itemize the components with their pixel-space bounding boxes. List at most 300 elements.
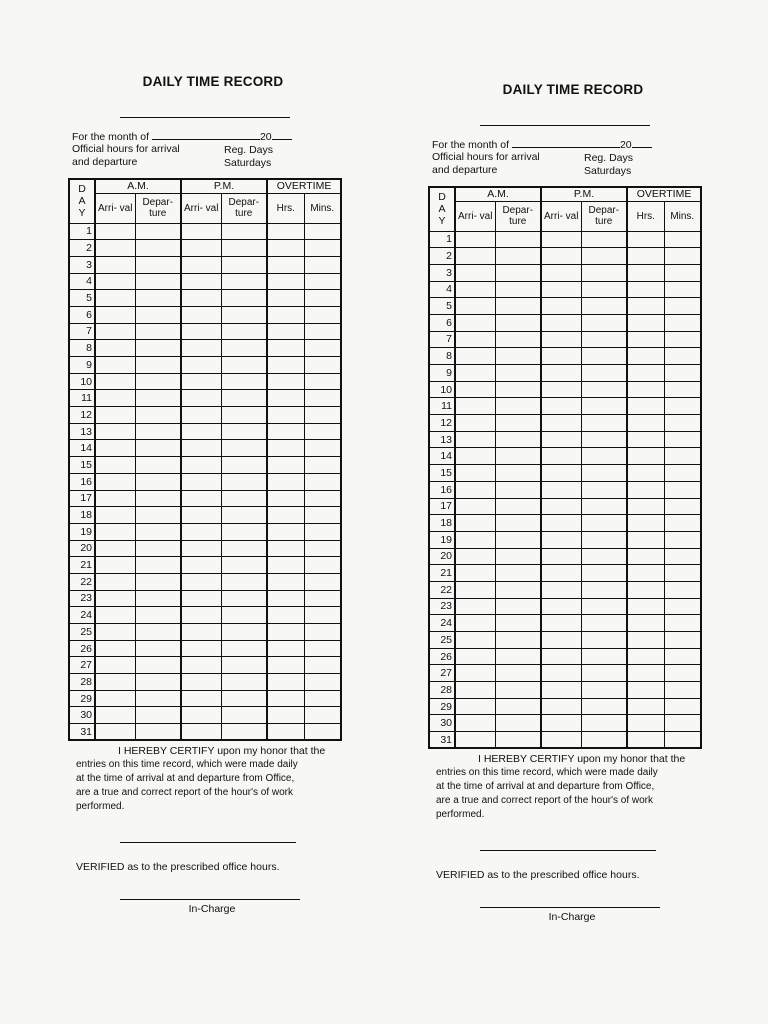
- overtime-mins-cell[interactable]: [304, 607, 341, 624]
- pm-arrival-cell[interactable]: [541, 715, 581, 732]
- pm-departure-cell[interactable]: [581, 682, 627, 699]
- am-arrival-cell[interactable]: [455, 682, 495, 699]
- pm-departure-cell[interactable]: [581, 248, 627, 265]
- overtime-mins-cell[interactable]: [664, 548, 701, 565]
- am-departure-cell[interactable]: [135, 440, 181, 457]
- overtime-hrs-cell[interactable]: [627, 415, 664, 432]
- employee-name-line[interactable]: [120, 117, 290, 118]
- am-departure-cell[interactable]: [135, 240, 181, 257]
- pm-departure-cell[interactable]: [221, 674, 267, 691]
- overtime-mins-cell[interactable]: [304, 523, 341, 540]
- am-arrival-cell[interactable]: [95, 557, 135, 574]
- pm-departure-cell[interactable]: [581, 448, 627, 465]
- pm-arrival-cell[interactable]: [541, 648, 581, 665]
- am-arrival-cell[interactable]: [95, 373, 135, 390]
- am-arrival-cell[interactable]: [455, 298, 495, 315]
- pm-arrival-cell[interactable]: [181, 223, 221, 240]
- am-arrival-cell[interactable]: [455, 498, 495, 515]
- overtime-mins-cell[interactable]: [664, 665, 701, 682]
- overtime-mins-cell[interactable]: [304, 290, 341, 307]
- am-departure-cell[interactable]: [495, 281, 541, 298]
- overtime-hrs-cell[interactable]: [627, 298, 664, 315]
- am-arrival-cell[interactable]: [455, 548, 495, 565]
- am-departure-cell[interactable]: [135, 390, 181, 407]
- am-departure-cell[interactable]: [135, 607, 181, 624]
- pm-arrival-cell[interactable]: [181, 590, 221, 607]
- overtime-hrs-cell[interactable]: [627, 264, 664, 281]
- am-arrival-cell[interactable]: [95, 607, 135, 624]
- overtime-hrs-cell[interactable]: [627, 531, 664, 548]
- overtime-hrs-cell[interactable]: [267, 607, 304, 624]
- overtime-hrs-cell[interactable]: [267, 273, 304, 290]
- overtime-mins-cell[interactable]: [304, 390, 341, 407]
- pm-departure-cell[interactable]: [221, 724, 267, 741]
- pm-departure-cell[interactable]: [221, 607, 267, 624]
- overtime-hrs-cell[interactable]: [267, 490, 304, 507]
- am-departure-cell[interactable]: [135, 340, 181, 357]
- am-arrival-cell[interactable]: [455, 648, 495, 665]
- am-arrival-cell[interactable]: [455, 598, 495, 615]
- pm-arrival-cell[interactable]: [181, 373, 221, 390]
- overtime-hrs-cell[interactable]: [627, 398, 664, 415]
- am-departure-cell[interactable]: [495, 314, 541, 331]
- pm-departure-cell[interactable]: [221, 523, 267, 540]
- pm-arrival-cell[interactable]: [181, 340, 221, 357]
- pm-departure-cell[interactable]: [581, 231, 627, 248]
- overtime-mins-cell[interactable]: [664, 565, 701, 582]
- am-departure-cell[interactable]: [495, 565, 541, 582]
- overtime-hrs-cell[interactable]: [267, 323, 304, 340]
- year-field[interactable]: [272, 130, 292, 140]
- pm-departure-cell[interactable]: [221, 590, 267, 607]
- pm-arrival-cell[interactable]: [181, 390, 221, 407]
- overtime-mins-cell[interactable]: [664, 632, 701, 649]
- overtime-mins-cell[interactable]: [664, 398, 701, 415]
- am-departure-cell[interactable]: [495, 648, 541, 665]
- overtime-mins-cell[interactable]: [664, 348, 701, 365]
- pm-departure-cell[interactable]: [221, 440, 267, 457]
- overtime-hrs-cell[interactable]: [627, 581, 664, 598]
- pm-departure-cell[interactable]: [221, 490, 267, 507]
- pm-departure-cell[interactable]: [581, 732, 627, 749]
- overtime-mins-cell[interactable]: [304, 340, 341, 357]
- overtime-mins-cell[interactable]: [664, 715, 701, 732]
- overtime-mins-cell[interactable]: [664, 515, 701, 532]
- pm-departure-cell[interactable]: [581, 531, 627, 548]
- pm-arrival-cell[interactable]: [181, 256, 221, 273]
- pm-arrival-cell[interactable]: [181, 423, 221, 440]
- am-departure-cell[interactable]: [495, 481, 541, 498]
- pm-arrival-cell[interactable]: [181, 607, 221, 624]
- am-departure-cell[interactable]: [495, 331, 541, 348]
- overtime-mins-cell[interactable]: [304, 573, 341, 590]
- am-departure-cell[interactable]: [135, 540, 181, 557]
- pm-arrival-cell[interactable]: [541, 682, 581, 699]
- overtime-hrs-cell[interactable]: [267, 256, 304, 273]
- overtime-hrs-cell[interactable]: [267, 690, 304, 707]
- pm-arrival-cell[interactable]: [181, 657, 221, 674]
- overtime-hrs-cell[interactable]: [627, 281, 664, 298]
- pm-departure-cell[interactable]: [581, 598, 627, 615]
- am-departure-cell[interactable]: [495, 264, 541, 281]
- am-arrival-cell[interactable]: [455, 281, 495, 298]
- am-arrival-cell[interactable]: [455, 715, 495, 732]
- am-arrival-cell[interactable]: [455, 314, 495, 331]
- am-departure-cell[interactable]: [135, 290, 181, 307]
- overtime-hrs-cell[interactable]: [267, 240, 304, 257]
- pm-departure-cell[interactable]: [221, 407, 267, 424]
- overtime-mins-cell[interactable]: [304, 440, 341, 457]
- overtime-mins-cell[interactable]: [304, 423, 341, 440]
- pm-arrival-cell[interactable]: [181, 240, 221, 257]
- am-departure-cell[interactable]: [495, 231, 541, 248]
- pm-arrival-cell[interactable]: [541, 381, 581, 398]
- overtime-hrs-cell[interactable]: [267, 407, 304, 424]
- am-arrival-cell[interactable]: [95, 523, 135, 540]
- overtime-mins-cell[interactable]: [304, 273, 341, 290]
- am-departure-cell[interactable]: [135, 724, 181, 741]
- pm-arrival-cell[interactable]: [541, 515, 581, 532]
- pm-departure-cell[interactable]: [221, 557, 267, 574]
- am-departure-cell[interactable]: [135, 256, 181, 273]
- pm-departure-cell[interactable]: [221, 373, 267, 390]
- pm-departure-cell[interactable]: [581, 415, 627, 432]
- pm-departure-cell[interactable]: [581, 281, 627, 298]
- am-arrival-cell[interactable]: [95, 707, 135, 724]
- pm-departure-cell[interactable]: [221, 290, 267, 307]
- am-departure-cell[interactable]: [495, 381, 541, 398]
- pm-arrival-cell[interactable]: [181, 357, 221, 374]
- overtime-mins-cell[interactable]: [664, 381, 701, 398]
- overtime-mins-cell[interactable]: [664, 448, 701, 465]
- pm-arrival-cell[interactable]: [181, 490, 221, 507]
- overtime-mins-cell[interactable]: [304, 624, 341, 641]
- pm-arrival-cell[interactable]: [181, 690, 221, 707]
- overtime-hrs-cell[interactable]: [627, 498, 664, 515]
- am-departure-cell[interactable]: [495, 415, 541, 432]
- overtime-hrs-cell[interactable]: [267, 440, 304, 457]
- pm-arrival-cell[interactable]: [541, 665, 581, 682]
- overtime-mins-cell[interactable]: [304, 256, 341, 273]
- overtime-hrs-cell[interactable]: [627, 448, 664, 465]
- am-departure-cell[interactable]: [495, 598, 541, 615]
- overtime-hrs-cell[interactable]: [267, 523, 304, 540]
- overtime-hrs-cell[interactable]: [267, 707, 304, 724]
- incharge-signature-line[interactable]: [480, 907, 660, 908]
- overtime-hrs-cell[interactable]: [267, 573, 304, 590]
- overtime-hrs-cell[interactable]: [627, 231, 664, 248]
- am-departure-cell[interactable]: [495, 715, 541, 732]
- am-arrival-cell[interactable]: [95, 340, 135, 357]
- am-arrival-cell[interactable]: [455, 665, 495, 682]
- pm-arrival-cell[interactable]: [181, 457, 221, 474]
- pm-departure-cell[interactable]: [221, 507, 267, 524]
- overtime-hrs-cell[interactable]: [267, 540, 304, 557]
- overtime-mins-cell[interactable]: [664, 248, 701, 265]
- am-arrival-cell[interactable]: [455, 331, 495, 348]
- am-departure-cell[interactable]: [495, 398, 541, 415]
- pm-arrival-cell[interactable]: [541, 565, 581, 582]
- pm-arrival-cell[interactable]: [181, 707, 221, 724]
- am-departure-cell[interactable]: [135, 273, 181, 290]
- pm-arrival-cell[interactable]: [181, 557, 221, 574]
- pm-arrival-cell[interactable]: [181, 440, 221, 457]
- overtime-hrs-cell[interactable]: [627, 682, 664, 699]
- am-departure-cell[interactable]: [135, 624, 181, 641]
- am-arrival-cell[interactable]: [95, 640, 135, 657]
- am-arrival-cell[interactable]: [455, 381, 495, 398]
- overtime-mins-cell[interactable]: [304, 590, 341, 607]
- employee-signature-line[interactable]: [480, 850, 656, 851]
- am-arrival-cell[interactable]: [455, 698, 495, 715]
- pm-arrival-cell[interactable]: [541, 331, 581, 348]
- am-arrival-cell[interactable]: [95, 273, 135, 290]
- overtime-mins-cell[interactable]: [304, 507, 341, 524]
- pm-arrival-cell[interactable]: [541, 615, 581, 632]
- am-departure-cell[interactable]: [135, 423, 181, 440]
- pm-arrival-cell[interactable]: [541, 314, 581, 331]
- pm-arrival-cell[interactable]: [541, 281, 581, 298]
- am-departure-cell[interactable]: [495, 465, 541, 482]
- pm-arrival-cell[interactable]: [541, 498, 581, 515]
- am-departure-cell[interactable]: [495, 515, 541, 532]
- am-arrival-cell[interactable]: [95, 323, 135, 340]
- am-departure-cell[interactable]: [135, 473, 181, 490]
- am-arrival-cell[interactable]: [95, 724, 135, 741]
- am-departure-cell[interactable]: [495, 548, 541, 565]
- am-departure-cell[interactable]: [135, 690, 181, 707]
- pm-departure-cell[interactable]: [581, 264, 627, 281]
- overtime-mins-cell[interactable]: [304, 540, 341, 557]
- pm-arrival-cell[interactable]: [181, 724, 221, 741]
- am-arrival-cell[interactable]: [95, 423, 135, 440]
- overtime-hrs-cell[interactable]: [627, 515, 664, 532]
- am-departure-cell[interactable]: [135, 407, 181, 424]
- overtime-hrs-cell[interactable]: [627, 665, 664, 682]
- overtime-mins-cell[interactable]: [304, 473, 341, 490]
- overtime-mins-cell[interactable]: [664, 431, 701, 448]
- pm-departure-cell[interactable]: [221, 273, 267, 290]
- pm-departure-cell[interactable]: [581, 365, 627, 382]
- pm-arrival-cell[interactable]: [541, 448, 581, 465]
- overtime-mins-cell[interactable]: [664, 498, 701, 515]
- am-arrival-cell[interactable]: [95, 357, 135, 374]
- overtime-mins-cell[interactable]: [304, 690, 341, 707]
- pm-arrival-cell[interactable]: [541, 431, 581, 448]
- overtime-hrs-cell[interactable]: [627, 348, 664, 365]
- pm-departure-cell[interactable]: [581, 348, 627, 365]
- pm-departure-cell[interactable]: [581, 465, 627, 482]
- am-arrival-cell[interactable]: [95, 240, 135, 257]
- pm-departure-cell[interactable]: [221, 473, 267, 490]
- pm-arrival-cell[interactable]: [541, 248, 581, 265]
- am-departure-cell[interactable]: [135, 357, 181, 374]
- pm-departure-cell[interactable]: [221, 690, 267, 707]
- pm-departure-cell[interactable]: [581, 398, 627, 415]
- pm-arrival-cell[interactable]: [181, 473, 221, 490]
- pm-departure-cell[interactable]: [581, 715, 627, 732]
- overtime-mins-cell[interactable]: [304, 457, 341, 474]
- year-field[interactable]: [632, 138, 652, 148]
- am-departure-cell[interactable]: [495, 581, 541, 598]
- overtime-hrs-cell[interactable]: [627, 365, 664, 382]
- am-arrival-cell[interactable]: [455, 398, 495, 415]
- pm-departure-cell[interactable]: [581, 581, 627, 598]
- overtime-hrs-cell[interactable]: [267, 373, 304, 390]
- overtime-mins-cell[interactable]: [664, 698, 701, 715]
- am-arrival-cell[interactable]: [95, 223, 135, 240]
- am-arrival-cell[interactable]: [95, 407, 135, 424]
- overtime-mins-cell[interactable]: [304, 306, 341, 323]
- overtime-mins-cell[interactable]: [664, 682, 701, 699]
- pm-arrival-cell[interactable]: [181, 273, 221, 290]
- overtime-mins-cell[interactable]: [664, 281, 701, 298]
- am-arrival-cell[interactable]: [455, 231, 495, 248]
- pm-departure-cell[interactable]: [581, 331, 627, 348]
- pm-departure-cell[interactable]: [581, 314, 627, 331]
- overtime-hrs-cell[interactable]: [627, 248, 664, 265]
- pm-arrival-cell[interactable]: [541, 415, 581, 432]
- overtime-mins-cell[interactable]: [304, 724, 341, 741]
- overtime-hrs-cell[interactable]: [627, 465, 664, 482]
- pm-departure-cell[interactable]: [221, 640, 267, 657]
- pm-departure-cell[interactable]: [221, 423, 267, 440]
- overtime-hrs-cell[interactable]: [627, 648, 664, 665]
- pm-departure-cell[interactable]: [221, 223, 267, 240]
- overtime-hrs-cell[interactable]: [267, 390, 304, 407]
- pm-departure-cell[interactable]: [581, 481, 627, 498]
- pm-departure-cell[interactable]: [221, 357, 267, 374]
- am-departure-cell[interactable]: [495, 531, 541, 548]
- overtime-mins-cell[interactable]: [304, 357, 341, 374]
- am-arrival-cell[interactable]: [455, 732, 495, 749]
- overtime-mins-cell[interactable]: [664, 298, 701, 315]
- overtime-mins-cell[interactable]: [664, 481, 701, 498]
- pm-arrival-cell[interactable]: [181, 540, 221, 557]
- am-departure-cell[interactable]: [135, 306, 181, 323]
- am-arrival-cell[interactable]: [95, 657, 135, 674]
- pm-arrival-cell[interactable]: [541, 298, 581, 315]
- am-arrival-cell[interactable]: [95, 573, 135, 590]
- pm-departure-cell[interactable]: [221, 306, 267, 323]
- overtime-mins-cell[interactable]: [304, 407, 341, 424]
- pm-departure-cell[interactable]: [581, 632, 627, 649]
- am-arrival-cell[interactable]: [95, 290, 135, 307]
- am-departure-cell[interactable]: [495, 682, 541, 699]
- overtime-mins-cell[interactable]: [304, 223, 341, 240]
- pm-departure-cell[interactable]: [581, 565, 627, 582]
- overtime-mins-cell[interactable]: [304, 240, 341, 257]
- overtime-hrs-cell[interactable]: [267, 640, 304, 657]
- am-departure-cell[interactable]: [135, 590, 181, 607]
- overtime-hrs-cell[interactable]: [267, 473, 304, 490]
- pm-arrival-cell[interactable]: [181, 306, 221, 323]
- am-arrival-cell[interactable]: [455, 515, 495, 532]
- pm-departure-cell[interactable]: [581, 648, 627, 665]
- pm-departure-cell[interactable]: [581, 431, 627, 448]
- am-departure-cell[interactable]: [495, 448, 541, 465]
- pm-arrival-cell[interactable]: [541, 231, 581, 248]
- am-arrival-cell[interactable]: [455, 248, 495, 265]
- pm-arrival-cell[interactable]: [181, 407, 221, 424]
- am-departure-cell[interactable]: [135, 373, 181, 390]
- am-departure-cell[interactable]: [135, 674, 181, 691]
- pm-arrival-cell[interactable]: [181, 674, 221, 691]
- overtime-hrs-cell[interactable]: [267, 624, 304, 641]
- am-departure-cell[interactable]: [135, 457, 181, 474]
- overtime-hrs-cell[interactable]: [267, 223, 304, 240]
- am-arrival-cell[interactable]: [95, 624, 135, 641]
- am-departure-cell[interactable]: [135, 640, 181, 657]
- overtime-hrs-cell[interactable]: [267, 290, 304, 307]
- overtime-hrs-cell[interactable]: [627, 431, 664, 448]
- am-departure-cell[interactable]: [135, 573, 181, 590]
- pm-arrival-cell[interactable]: [541, 348, 581, 365]
- am-arrival-cell[interactable]: [455, 431, 495, 448]
- am-arrival-cell[interactable]: [95, 590, 135, 607]
- overtime-mins-cell[interactable]: [664, 465, 701, 482]
- overtime-mins-cell[interactable]: [304, 640, 341, 657]
- pm-departure-cell[interactable]: [581, 698, 627, 715]
- overtime-mins-cell[interactable]: [664, 231, 701, 248]
- am-departure-cell[interactable]: [135, 490, 181, 507]
- overtime-hrs-cell[interactable]: [627, 331, 664, 348]
- pm-departure-cell[interactable]: [221, 624, 267, 641]
- am-departure-cell[interactable]: [135, 557, 181, 574]
- overtime-hrs-cell[interactable]: [627, 698, 664, 715]
- overtime-hrs-cell[interactable]: [627, 732, 664, 749]
- pm-arrival-cell[interactable]: [541, 531, 581, 548]
- pm-arrival-cell[interactable]: [181, 523, 221, 540]
- pm-arrival-cell[interactable]: [181, 624, 221, 641]
- am-departure-cell[interactable]: [135, 507, 181, 524]
- overtime-hrs-cell[interactable]: [267, 457, 304, 474]
- overtime-hrs-cell[interactable]: [267, 590, 304, 607]
- overtime-hrs-cell[interactable]: [267, 557, 304, 574]
- overtime-mins-cell[interactable]: [664, 598, 701, 615]
- overtime-hrs-cell[interactable]: [627, 314, 664, 331]
- overtime-hrs-cell[interactable]: [627, 548, 664, 565]
- am-departure-cell[interactable]: [495, 665, 541, 682]
- overtime-hrs-cell[interactable]: [267, 507, 304, 524]
- pm-arrival-cell[interactable]: [541, 398, 581, 415]
- am-arrival-cell[interactable]: [455, 348, 495, 365]
- overtime-hrs-cell[interactable]: [267, 306, 304, 323]
- pm-departure-cell[interactable]: [581, 298, 627, 315]
- pm-departure-cell[interactable]: [221, 657, 267, 674]
- overtime-hrs-cell[interactable]: [627, 565, 664, 582]
- overtime-mins-cell[interactable]: [304, 707, 341, 724]
- am-departure-cell[interactable]: [495, 732, 541, 749]
- am-arrival-cell[interactable]: [455, 365, 495, 382]
- pm-arrival-cell[interactable]: [541, 481, 581, 498]
- am-arrival-cell[interactable]: [95, 256, 135, 273]
- overtime-mins-cell[interactable]: [664, 331, 701, 348]
- overtime-hrs-cell[interactable]: [267, 340, 304, 357]
- pm-arrival-cell[interactable]: [541, 264, 581, 281]
- am-departure-cell[interactable]: [495, 348, 541, 365]
- am-arrival-cell[interactable]: [95, 507, 135, 524]
- pm-arrival-cell[interactable]: [181, 290, 221, 307]
- am-departure-cell[interactable]: [135, 223, 181, 240]
- am-arrival-cell[interactable]: [455, 581, 495, 598]
- am-departure-cell[interactable]: [135, 323, 181, 340]
- overtime-mins-cell[interactable]: [664, 531, 701, 548]
- employee-name-line[interactable]: [480, 125, 650, 126]
- pm-departure-cell[interactable]: [221, 707, 267, 724]
- am-departure-cell[interactable]: [495, 698, 541, 715]
- overtime-hrs-cell[interactable]: [627, 598, 664, 615]
